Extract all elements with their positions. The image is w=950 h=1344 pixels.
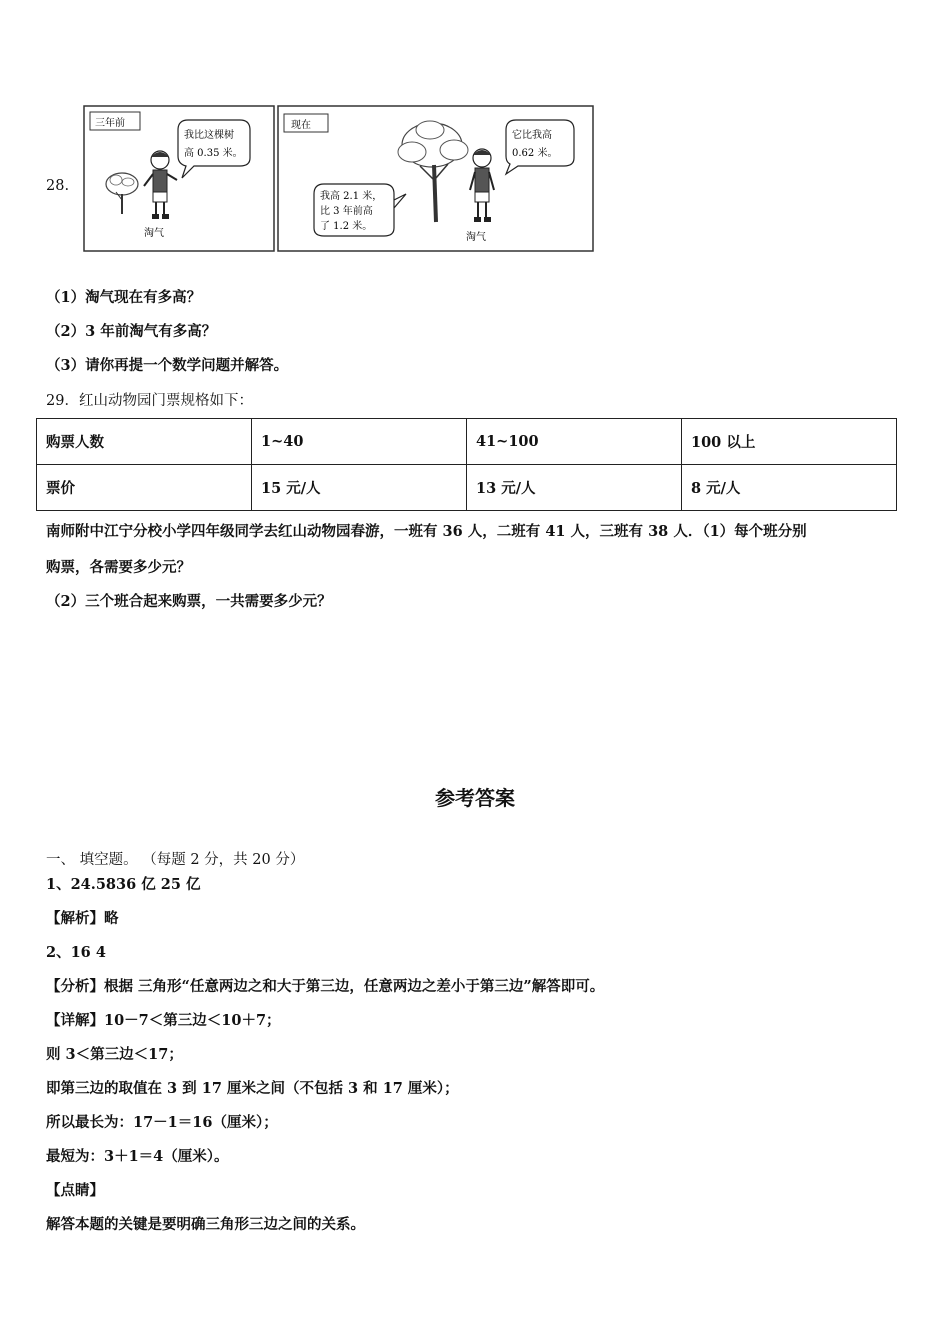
question-28-number: 28. <box>46 178 70 194</box>
q29-text2: 购票，各需要多少元？ <box>46 559 191 576</box>
panel-2-name: 淘气 <box>466 232 486 243</box>
panel-1-bubble-line1: 我比这棵树 <box>184 130 234 141</box>
panel-2-bubble-right-line1: 它比我高 <box>512 130 552 141</box>
ticket-price-table <box>36 418 897 511</box>
answer-2-detail: 【详解】10－7＜第三边＜10＋7； <box>46 1012 281 1029</box>
answer-2: 2、16 4 <box>46 944 106 961</box>
answer-1: 1、24.5836 亿 25 亿 <box>46 876 201 893</box>
panel-2-bubble-left-line2: 比 3 年前高 <box>320 206 373 217</box>
table-row <box>37 419 897 465</box>
table-row <box>37 465 897 511</box>
table-cell: 票价 <box>37 465 252 511</box>
table-cell: 1~40 <box>252 419 467 465</box>
panel-1-bubble-line2: 高 0.35 米。 <box>184 148 243 159</box>
answer-2-tip-text: 解答本题的关键是要明确三角形三边之间的关系。 <box>46 1216 365 1233</box>
answer-1-note: 【解析】略 <box>46 910 119 927</box>
table-cell: 13 元/人 <box>467 465 682 511</box>
table-cell: 41~100 <box>467 419 682 465</box>
q28-sub2: （2）3 年前淘气有多高？ <box>46 323 217 340</box>
panel-2-bubble-left-line1: 我高 2.1 米， <box>320 191 383 202</box>
comic-illustration <box>82 100 596 255</box>
answer-2-line4: 所以最长为：17－1＝16（厘米）； <box>46 1114 278 1131</box>
answer-2-analysis: 【分析】根据 三角形“任意两边之和大于第三边，任意两边之差小于第三边”解答即可。 <box>46 978 605 995</box>
q29-text1: 南师附中江宁分校小学四年级同学去红山动物园春游，一班有 36 人，二班有 41 人，三班有 38 人．（1）每个班分别 <box>46 523 807 540</box>
answer-2-tip: 【点睛】 <box>46 1182 104 1199</box>
table-cell: 购票人数 <box>37 419 252 465</box>
panel-2-label: 现在 <box>291 120 311 131</box>
q29-text3: （2）三个班合起来购票，一共需要多少元？ <box>46 593 332 610</box>
q28-sub3: （3）请你再提一个数学问题并解答。 <box>46 357 289 374</box>
section-heading: 一、 填空题。 （每题 2 分，共 20 分） <box>46 852 305 868</box>
answer-2-line5: 最短为：3＋1＝4（厘米）。 <box>46 1148 229 1165</box>
answer-2-line2: 则 3＜第三边＜17； <box>46 1046 183 1063</box>
table-cell: 15 元/人 <box>252 465 467 511</box>
panel-1-label: 三年前 <box>95 118 125 129</box>
q29-title: 29．红山动物园门票规格如下： <box>46 393 253 409</box>
answer-title: 参考答案 <box>435 786 515 810</box>
q28-sub1: （1）淘气现在有多高？ <box>46 289 202 306</box>
panel-1-name: 淘气 <box>144 228 164 239</box>
table-cell: 8 元/人 <box>682 465 897 511</box>
answer-2-line3: 即第三边的取值在 3 到 17 厘米之间（不包括 3 和 17 厘米）； <box>46 1080 459 1097</box>
panel-2-bubble-left-line3: 了 1.2 米。 <box>320 221 373 232</box>
table-cell: 100 以上 <box>682 419 897 465</box>
panel-2-bubble-right-line2: 0.62 米。 <box>512 148 558 159</box>
